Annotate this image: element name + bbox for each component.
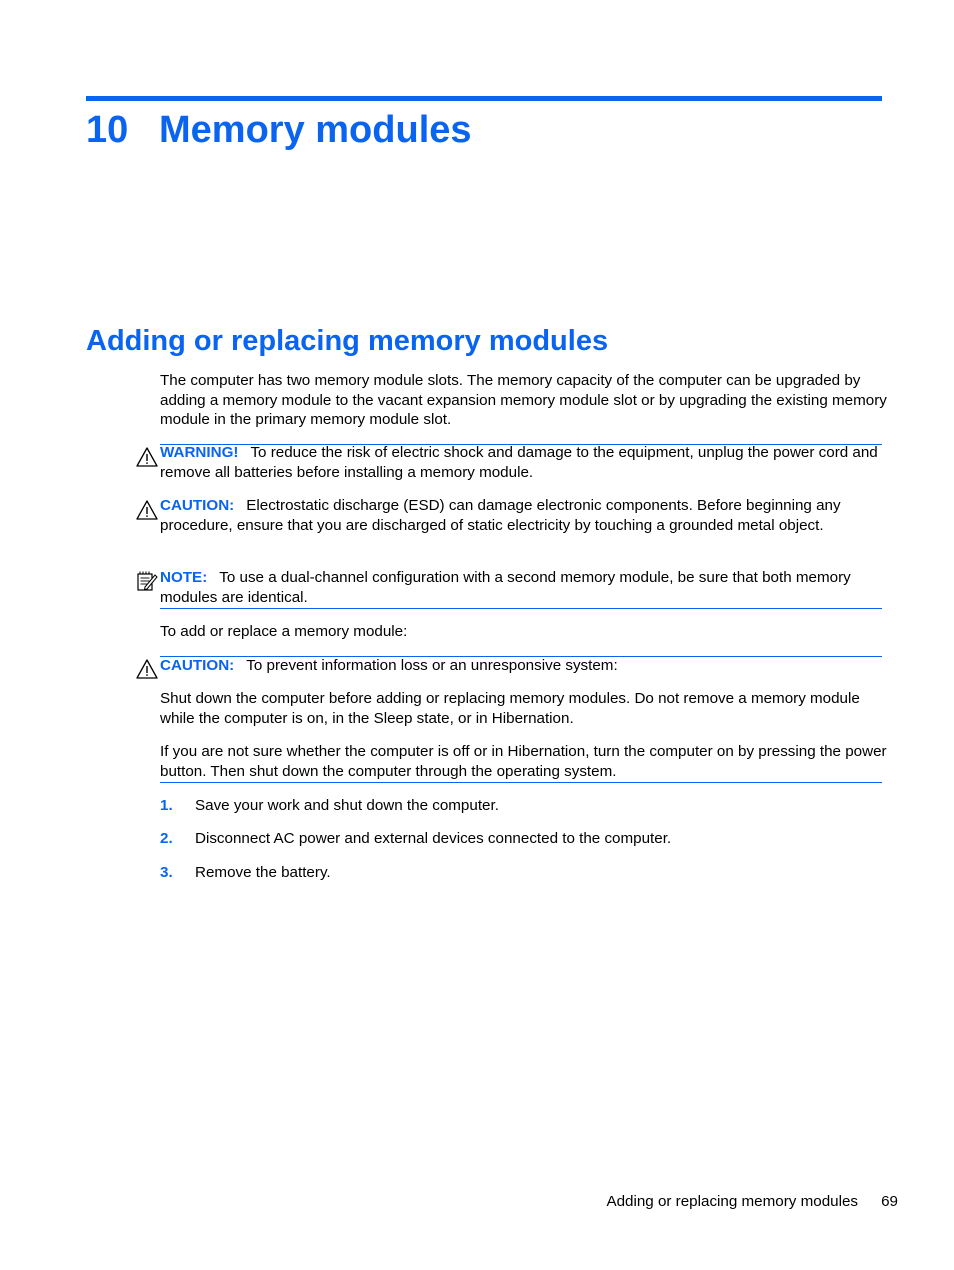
caution-esd-body: Electrostatic discharge (ESD) can damage electronic components. Before beginning any procedure, ensure that you are discharged of static electricity by touching a grounded metal object.: [160, 497, 841, 534]
intro-paragraph: The computer has two memory module slots. The memory capacity of the computer can be upgraded by adding a memory module to the vacant expansion memory module slot or by upgrading the existing memory module in the primary memory module slot.: [160, 372, 887, 429]
note-body: To use a dual-channel configuration with a second memory module, be sure that both memory modules are identical.: [160, 569, 851, 606]
caution-esd-text: [160, 496, 882, 535]
caution-label: CAUTION:: [160, 657, 235, 674]
caution-triangle-icon: [136, 658, 158, 680]
note-bottom-rule: [160, 608, 882, 609]
step-text: Remove the battery.: [195, 864, 331, 881]
caution-shutdown-bottom-rule: [160, 782, 882, 783]
step-number: 3.: [160, 864, 173, 881]
caution-shutdown-text: [160, 656, 882, 676]
caution-triangle-icon: [136, 499, 158, 521]
chapter-title-text: Memory modules: [159, 109, 472, 151]
step-text: Save your work and shut down the computer.: [195, 797, 499, 814]
note-text: [160, 568, 882, 607]
caution-shutdown-body: To prevent information loss or an unresponsive system:: [246, 657, 618, 674]
note-pad-icon: [136, 570, 158, 592]
chapter-title: [86, 106, 472, 154]
warning-body: To reduce the risk of electric shock and damage to the equipment, unplug the power cord and remove all batteries before installing a memory module.: [160, 444, 878, 481]
chapter-rule: [86, 96, 882, 101]
warning-text: [160, 443, 882, 482]
step-number: 2.: [160, 830, 173, 847]
caution-label: CAUTION:: [160, 497, 235, 514]
step-text: Disconnect AC power and external devices connected to the computer.: [195, 830, 672, 847]
caution-shutdown-para2: If you are not sure whether the computer is off or in Hibernation, turn the computer on by pressing the power button. Then shut down the computer through the operating system.: [160, 743, 887, 780]
section-title: Adding or replacing memory modules: [86, 325, 609, 357]
caution-shutdown-para1: Shut down the computer before adding or replacing memory modules. Do not remove a memory module while the computer is on, in the Sleep state, or in Hibernation.: [160, 690, 860, 727]
step-number: 1.: [160, 797, 173, 814]
warning-label: WARNING!: [160, 444, 239, 461]
page-number: 69: [881, 1193, 898, 1210]
chapter-number: 10: [86, 109, 129, 151]
lead-paragraph: To add or replace a memory module:: [160, 623, 408, 640]
footer-title: Adding or replacing memory modules: [606, 1193, 858, 1210]
warning-triangle-icon: [136, 446, 158, 468]
note-label: NOTE:: [160, 569, 208, 586]
